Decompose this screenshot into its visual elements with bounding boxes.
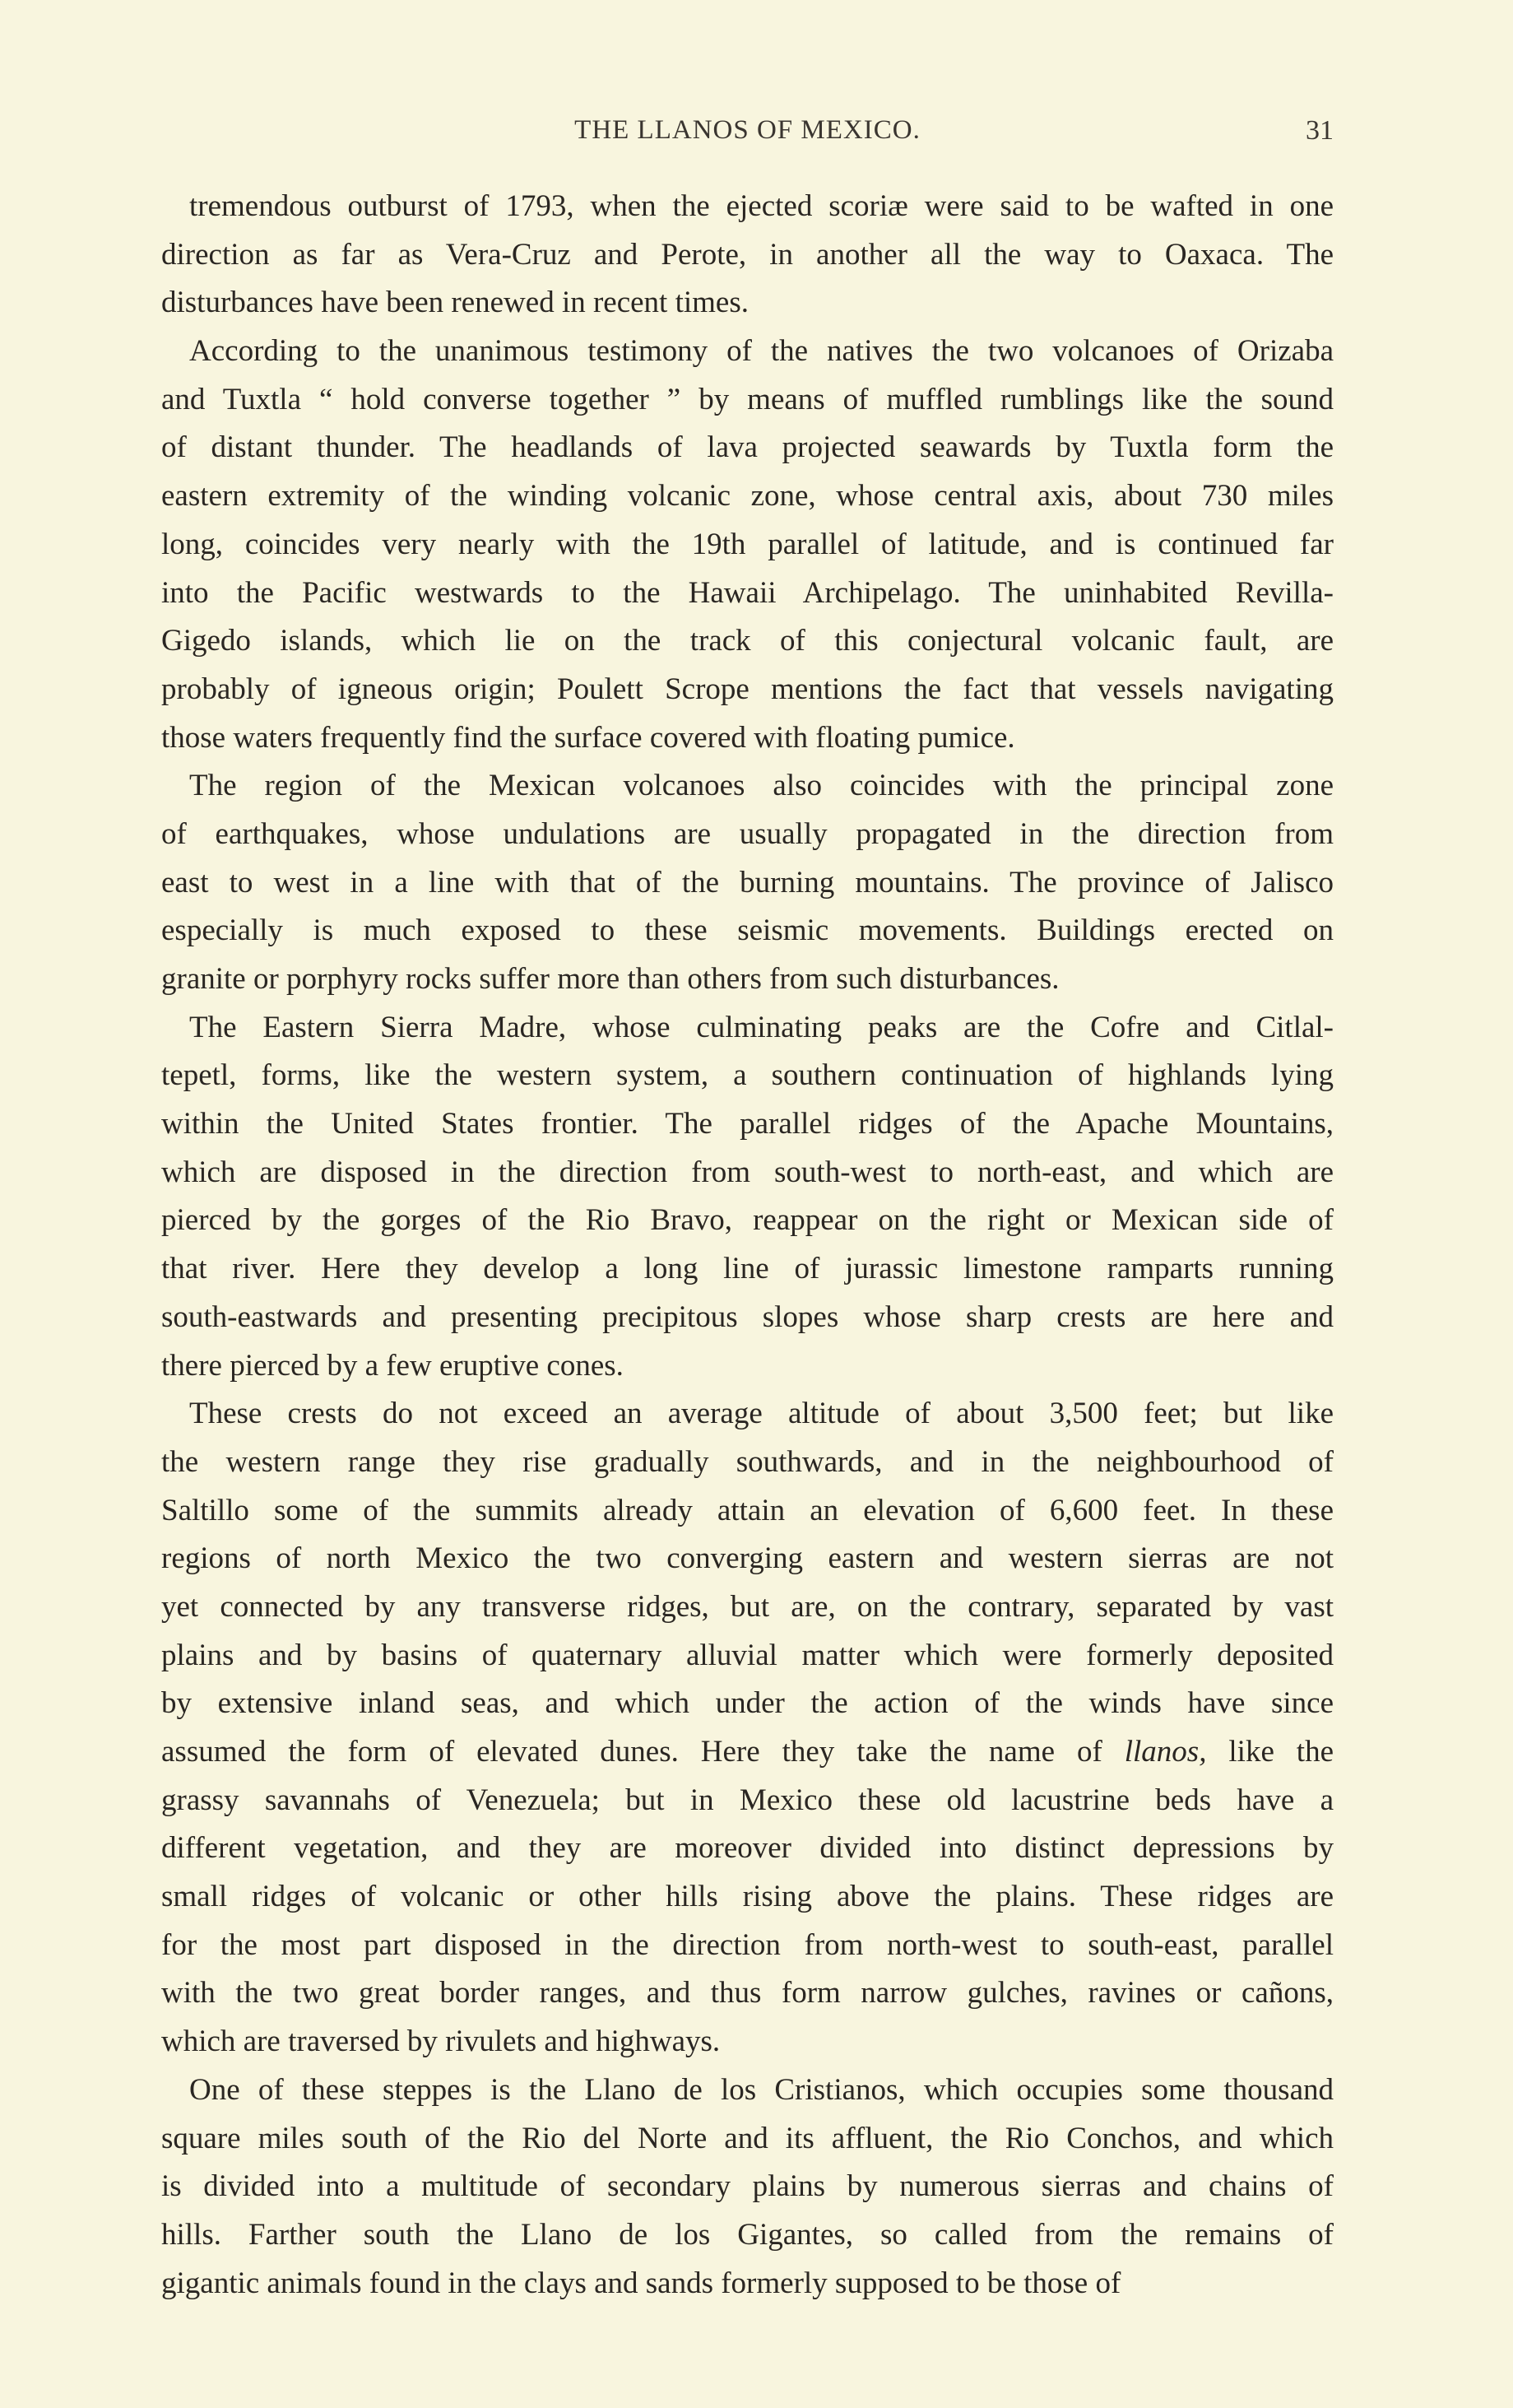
text-line (161, 1680, 1334, 1728)
page-number: 31 (1306, 115, 1334, 146)
text-line (161, 1777, 1334, 1825)
line-text: of distant thunder. The headlands of lava projected seawards by Tuxtla form the (161, 430, 1334, 465)
italic-term: llanos, (1124, 1735, 1207, 1769)
text-line (161, 2066, 1334, 2115)
line-text: square miles south of the Rio del Norte and its affluent, the Rio Conchos, and which (161, 2121, 1334, 2155)
line-text: east to west in a line with that of the burning mountains. The province of Jalisco (161, 865, 1334, 900)
line-text: different vegetation, and they are moreover divided into distinct depressions by (161, 1831, 1334, 1866)
line-text: long, coincides very nearly with the 19th parallel of latitude, and is continued far (161, 527, 1334, 561)
line-text: One of these steppes is the Llano de los Cristianos, which occupies some thousand (189, 2072, 1334, 2107)
line-text: small ridges of volcanic or other hills rising above the plains. These ridges are (161, 1880, 1334, 1914)
line-text: plains and by basins of quaternary alluvial matter which were formerly deposited (161, 1638, 1334, 1672)
text-line (161, 1342, 1334, 1391)
line-text: that river. Here they develop a long line of jurassic limestone ramparts running (161, 1252, 1334, 1286)
text-line (161, 1149, 1334, 1197)
text-line (161, 811, 1334, 859)
line-text: eastern extremity of the winding volcanic zone, whose central axis, about 730 miles (161, 479, 1334, 514)
running-title: THE LLANOS OF MEXICO. (574, 115, 921, 145)
text-line (161, 2260, 1334, 2308)
line-text: pierced by the gorges of the Rio Bravo, reappear on the right or Mexican side of (161, 1203, 1334, 1238)
running-header (161, 115, 1334, 156)
text-line (161, 1294, 1334, 1342)
text-line (161, 2018, 1334, 2066)
line-text: those waters frequently find the surface covered with floating pumice. (161, 720, 1015, 755)
text-line (161, 1873, 1334, 1922)
line-text: These crests do not exceed an average altitude of about 3,500 feet; but like (189, 1397, 1334, 1431)
text-line (161, 1487, 1334, 1536)
text-line (161, 2115, 1334, 2164)
text-line (161, 231, 1334, 280)
paragraph (161, 1004, 1334, 1391)
line-text: tepetl, forms, like the western system, a southern continuation of highlands lying (161, 1058, 1334, 1093)
line-text: and Tuxtla “ hold converse together ” by means of muffled rumblings like the sound (161, 382, 1334, 416)
line-text: grassy savannahs of Venezuela; but in Mexico these old lacustrine beds have a (161, 1783, 1334, 1817)
text-line (161, 1390, 1334, 1439)
line-text: regions of north Mexico the two converging eastern and western sierras are not (161, 1541, 1334, 1576)
line-text: like the (1206, 1735, 1334, 1769)
line-text: The Eastern Sierra Madre, whose culminating peaks are the Cofre and Citlal- (189, 1010, 1334, 1044)
text-line (161, 1583, 1334, 1632)
text-line (161, 907, 1334, 955)
text-line (161, 1052, 1334, 1100)
text-line (161, 569, 1334, 618)
text-line (161, 1922, 1334, 1970)
text-line (161, 472, 1334, 521)
paragraph (161, 762, 1334, 1003)
line-text: According to the unanimous testimony of the natives the two volcanoes of Orizaba (189, 334, 1334, 369)
text-line (161, 1245, 1334, 1294)
text-line (161, 328, 1334, 376)
line-text: direction as far as Vera-Cruz and Perote, in another all the way to Oaxaca. The (161, 237, 1334, 272)
text-line (161, 183, 1334, 231)
line-text: probably of igneous origin; Poulett Scrope mentions the fact that vessels navigating (161, 672, 1334, 706)
line-text: assumed the form of elevated dunes. Here they take the name of (161, 1735, 1125, 1769)
text-line (161, 2211, 1334, 2260)
text-line (161, 376, 1334, 425)
line-text: disturbances have been renewed in recent times. (161, 286, 750, 320)
text-line (161, 1535, 1334, 1583)
line-text: for the most part disposed in the direction from north-west to south-east, parallel (161, 1927, 1334, 1962)
text-line (161, 1969, 1334, 2018)
line-text: of earthquakes, whose undulations are usually propagated in the direction from (161, 816, 1334, 851)
line-text: Saltillo some of the summits already attain an elevation of 6,600 feet. In these (161, 1493, 1334, 1527)
text-line (161, 1439, 1334, 1487)
text-line (161, 1100, 1334, 1149)
line-text: gigantic animals found in the clays and sands formerly supposed to be those of (161, 2266, 1121, 2300)
text-line (161, 617, 1334, 666)
text-line (161, 1632, 1334, 1680)
text-line (161, 762, 1334, 811)
paragraph (161, 328, 1334, 762)
line-text: granite or porphyry rocks suffer more than others from such disturbances. (161, 962, 1060, 996)
text-line (161, 666, 1334, 714)
line-text: the western range they rise gradually southwards, and in the neighbourhood of (161, 1444, 1334, 1479)
line-text: yet connected by any transverse ridges, but are, on the contrary, separated by vast (161, 1589, 1334, 1624)
paragraph (161, 2066, 1334, 2308)
text-line (161, 279, 1334, 328)
text-line (161, 714, 1334, 763)
line-text: Gigedo islands, which lie on the track of this conjectural volcanic fault, are (161, 624, 1334, 658)
text-line (161, 1728, 1334, 1777)
paragraph (161, 1390, 1334, 2066)
line-text: there pierced by a few eruptive cones. (161, 1348, 624, 1383)
text-line (161, 1197, 1334, 1245)
line-text: which are traversed by rivulets and highways. (161, 2024, 721, 2059)
text-line (161, 955, 1334, 1004)
line-text: The region of the Mexican volcanoes also coincides with the principal zone (189, 769, 1334, 803)
paragraph (161, 183, 1334, 328)
body-text (161, 183, 1334, 2308)
text-line (161, 1825, 1334, 1873)
line-text: which are disposed in the direction from south-west to north-east, and which are (161, 1155, 1334, 1189)
text-line (161, 859, 1334, 908)
line-text: by extensive inland seas, and which under the action of the winds have since (161, 1686, 1334, 1721)
line-text: tremendous outburst of 1793, when the ejected scoriæ were said to be wafted in one (189, 189, 1334, 223)
line-text: within the United States frontier. The parallel ridges of the Apache Mountains, (161, 1107, 1334, 1141)
line-text: into the Pacific westwards to the Hawaii Archipelago. The uninhabited Revilla- (161, 575, 1334, 610)
line-text: with the two great border ranges, and thus form narrow gulches, ravines or cañons, (161, 1976, 1334, 2011)
text-line (161, 1004, 1334, 1053)
text-line (161, 424, 1334, 472)
line-text: is divided into a multitude of secondary plains by numerous sierras and chains of (161, 2169, 1334, 2204)
text-line (161, 521, 1334, 569)
line-text: especially is much exposed to these seismic movements. Buildings erected on (161, 913, 1334, 948)
line-text: south-eastwards and presenting precipitous slopes whose sharp crests are here and (161, 1299, 1334, 1334)
text-line (161, 2163, 1334, 2211)
line-text: hills. Farther south the Llano de los Gigantes, so called from the remains of (161, 2217, 1334, 2252)
